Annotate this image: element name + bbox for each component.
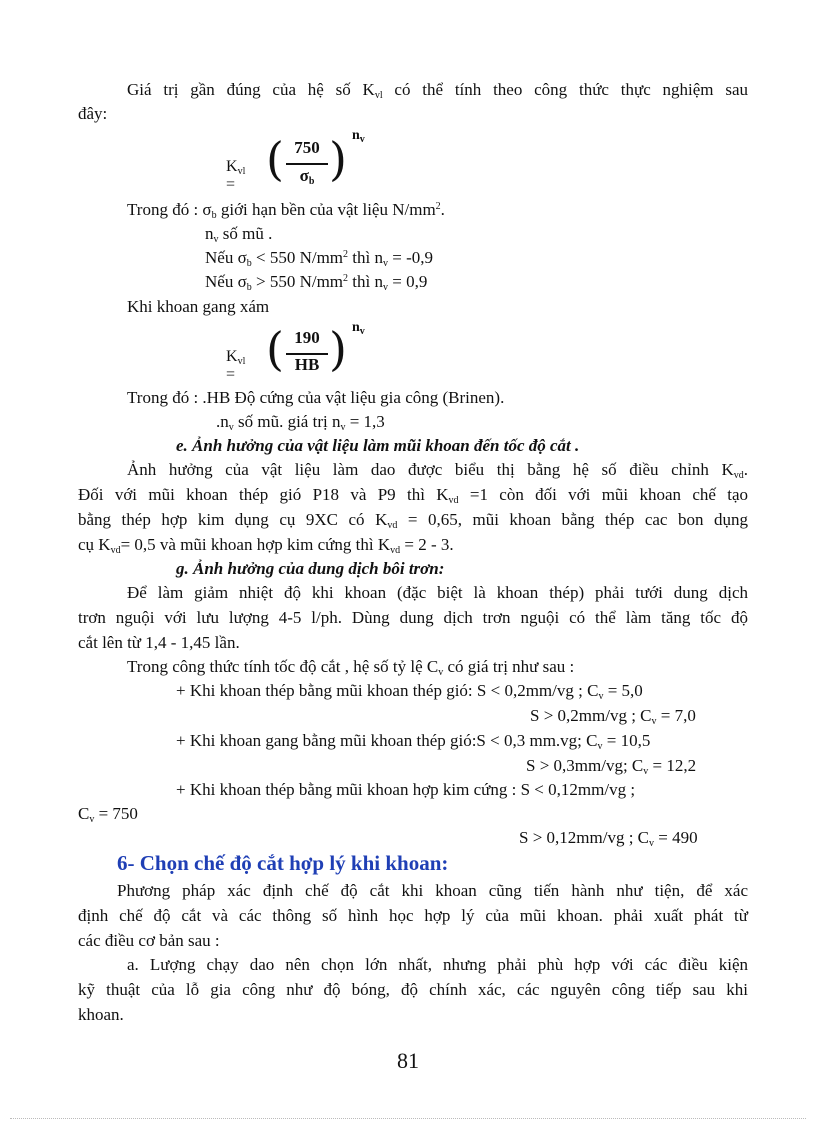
text: số mũ . (218, 224, 273, 243)
para-g-line3: cắt lên từ 1,4 - 1,45 lần. (78, 633, 240, 652)
subscript: v (359, 326, 365, 337)
cv-row-castiron-hss-1 (176, 730, 650, 752)
formula-lhs (226, 158, 245, 194)
formula-exponent (352, 320, 365, 336)
text: có giá trị như sau : (443, 657, 575, 676)
left-paren: ( (266, 132, 284, 186)
para-a-line2: kỹ thuật của lỗ gia công như độ bóng, độ chính xác, các nguyên công tiếp sau khi (78, 980, 748, 999)
text: . (440, 200, 445, 219)
subscript: b (246, 258, 252, 269)
text: Nếu σ (205, 272, 247, 291)
text: K (226, 348, 238, 365)
text: = 2 - 3. (400, 535, 454, 554)
text: Ảnh hưởng của vật liệu làm dao được biểu thị bằng hệ số điều chỉnh K (127, 460, 734, 479)
subscript: vd (390, 545, 401, 556)
para-6-line2: định chế độ cắt và các thông số hình học hợp lý của mũi khoan. phải xuất phát từ (78, 906, 748, 925)
subscript: b (246, 282, 252, 293)
subscript: v (597, 741, 603, 752)
text: Trong công thức tính tốc độ cắt , hệ số tỷ lệ C (127, 657, 439, 676)
cv-row-steel-carbide-value (78, 803, 138, 825)
text: = (226, 176, 236, 193)
text: số mũ. giá trị n (233, 412, 341, 431)
subscript: v (89, 814, 95, 825)
text: > 550 N/mm (251, 272, 344, 291)
cv-row-steel-hss-1 (176, 680, 643, 702)
subscript: v (383, 282, 388, 293)
text: + Khi khoan gang bằng mũi khoan thép gió:S < 0,3 mm.vg; C (176, 731, 598, 750)
para-e-line2 (78, 484, 748, 506)
text: Giá trị gần đúng của hệ số K (127, 80, 375, 99)
subscript: vd (448, 495, 459, 506)
text: = 1,3 (345, 412, 385, 431)
para-g-line2: trơn nguội với lưu lượng 4-5 l/ph. Dùng dung dịch trơn nguội có thể làm tăng tốc độ (78, 608, 748, 627)
where-nv (205, 223, 272, 245)
text: n (352, 320, 360, 335)
text: n (205, 224, 214, 243)
where-hb: Trong đó : .HB Độ cứng của vật liệu gia công (Brinen). (127, 388, 505, 407)
subscript: vd (110, 545, 121, 556)
formula-denominator: HB (294, 355, 320, 374)
text: có thể tính theo công thức thực nghiệm sau (382, 80, 748, 99)
text: = 0,65, mũi khoan bằng thép cac bon dụng (397, 510, 748, 529)
para-kvl-intro-end: đây: (78, 104, 108, 123)
section-heading-e: e. Ảnh hưởng của vật liệu làm mũi khoan đến tốc độ cắt . (176, 436, 580, 455)
text: < 550 N/mm (251, 248, 344, 267)
where-sigma (127, 199, 445, 221)
fraction-bar (286, 163, 328, 165)
text: .n (216, 412, 229, 431)
footer-divider (10, 1118, 806, 1119)
text: =1 còn đối với mũi khoan chế tạo (458, 485, 749, 504)
text: = 0,9 (388, 272, 428, 291)
text: = 5,0 (603, 681, 643, 700)
subscript: v (359, 134, 365, 145)
text: S > 0,12mm/vg ; C (519, 828, 650, 847)
subscript: vd (387, 520, 398, 531)
para-a-line3: khoan. (78, 1005, 124, 1024)
subscript: v (228, 422, 234, 433)
text: = 0,5 và mũi khoan hợp kim cứng thì K (120, 535, 391, 554)
para-a-line1: a. Lượng chạy dao nên chọn lớn nhất, nhưng phải phù hợp với các điều kiện (127, 955, 748, 974)
text: = -0,9 (388, 248, 433, 267)
formula-lhs (226, 348, 245, 384)
cv-row-steel-carbide-1: + Khi khoan thép bằng mũi khoan hợp kim cứng : S < 0,12mm/vg ; (176, 780, 636, 799)
text: σ (299, 166, 309, 185)
text: = 7,0 (656, 706, 696, 725)
subscript: vl (237, 166, 246, 177)
formula-numerator: 750 (294, 138, 320, 157)
cv-row-steel-carbide-2 (519, 827, 698, 849)
text: = 750 (94, 804, 138, 823)
text: S > 0,2mm/vg ; C (530, 706, 652, 725)
gang-line: Khi khoan gang xám (127, 297, 270, 316)
left-paren: ( (266, 322, 284, 376)
text: cụ K (78, 535, 111, 554)
text: bằng thép hợp kim dụng cụ 9XC có K (78, 510, 388, 529)
condition-greater (205, 271, 427, 293)
para-e-line1 (78, 459, 748, 481)
text: = 490 (654, 828, 698, 847)
subscript: v (643, 766, 649, 777)
text: Trong đó : σ (127, 200, 212, 219)
para-kvl-intro (78, 79, 748, 101)
text: . (743, 460, 748, 479)
right-paren: ) (329, 132, 347, 186)
section-heading-g: g. Ảnh hưởng của dung dịch bôi trơn: (176, 559, 445, 578)
subscript: v (383, 258, 388, 269)
para-e-line4 (78, 534, 454, 556)
formula-exponent (352, 128, 365, 144)
text: n (352, 128, 360, 143)
condition-less (205, 247, 433, 269)
para-6-line3: các điều cơ bản sau : (78, 931, 220, 950)
text: giới hạn bền của vật liệu N/mm (216, 200, 436, 219)
subscript: v (598, 691, 604, 702)
subscript: v (438, 667, 444, 678)
subscript: b (211, 210, 217, 221)
where-nv-value (216, 411, 385, 433)
page-number: 81 (397, 1048, 419, 1073)
text: Nếu σ (205, 248, 247, 267)
superscript: 2 (343, 249, 349, 260)
subscript: vl (374, 90, 383, 101)
cv-intro (127, 656, 574, 678)
subscript: v (651, 716, 657, 727)
formula-denominator (282, 166, 332, 186)
para-e-line3 (78, 509, 748, 531)
text: thì n (348, 272, 383, 291)
text: Đối với mũi khoan thép gió P18 và P9 thì K (78, 485, 449, 504)
section-heading-6: 6- Chọn chế độ cắt hợp lý khi khoan: (117, 851, 449, 875)
superscript: 2 (435, 201, 441, 212)
subscript: vd (733, 470, 744, 481)
text: + Khi khoan thép bằng mũi khoan thép gió: S < 0,2mm/vg ; C (176, 681, 599, 700)
formula-numerator: 190 (294, 328, 320, 347)
text: = (226, 366, 236, 383)
text: S > 0,3mm/vg; C (526, 756, 644, 775)
subscript: vl (237, 356, 246, 367)
text: C (78, 804, 90, 823)
cv-row-castiron-hss-2 (526, 755, 696, 777)
superscript: 2 (343, 273, 349, 284)
para-g-line1: Để làm giảm nhiệt độ khi khoan (đặc biệt là khoan thép) phải tưới dung dịch (127, 583, 748, 602)
subscript: v (340, 422, 346, 433)
text: K (226, 158, 238, 175)
cv-row-steel-hss-2 (530, 705, 696, 727)
text: thì n (348, 248, 383, 267)
text: = 12,2 (648, 756, 697, 775)
text: = 10,5 (602, 731, 651, 750)
right-paren: ) (329, 322, 347, 376)
subscript: b (308, 176, 315, 187)
subscript: v (213, 234, 219, 245)
subscript: v (649, 838, 655, 849)
para-6-line1: Phương pháp xác định chế độ cắt khi khoan cũng tiến hành như tiện, để xác (117, 881, 748, 900)
